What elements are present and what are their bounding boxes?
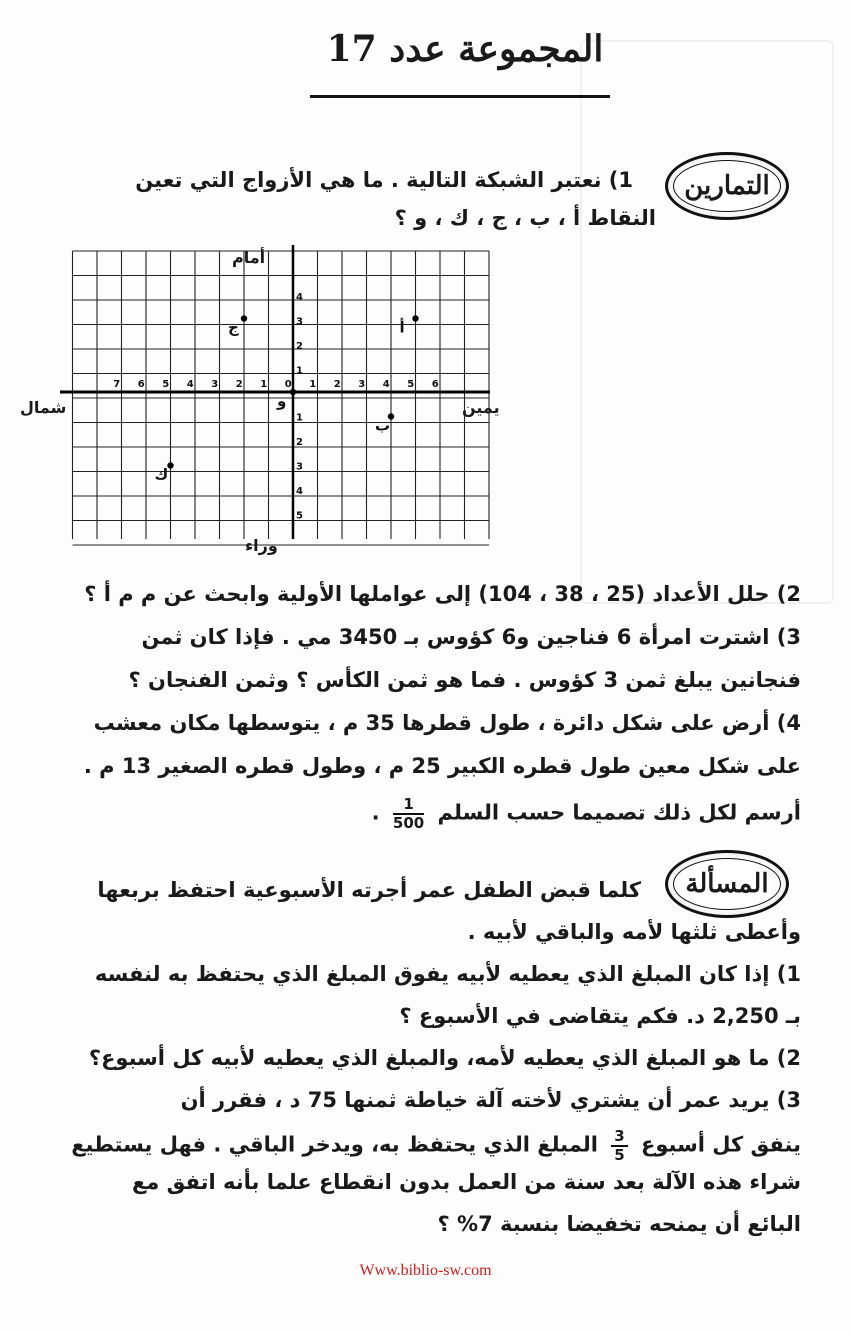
p3-line-1: 3) يريد عمر أن يشتري لأخته آلة خياطة ثمنها 75 د ، فقرر أن	[180, 1088, 801, 1112]
problem-intro-line-1: كلما قبض الطفل عمر أجرته الأسبوعية احتفظ بربعها	[97, 878, 641, 902]
problem-badge	[665, 850, 789, 918]
grid-point-ج	[241, 315, 247, 321]
grid-label-left: شمال	[20, 398, 67, 417]
x-tick-label: 2	[235, 379, 243, 390]
grid-point-label: و	[277, 392, 287, 410]
x-tick-label: 0	[284, 379, 292, 390]
grid-label-back: وراء	[245, 536, 278, 555]
x-tick-label: 5	[407, 379, 415, 390]
x-tick-label: 2	[333, 379, 341, 390]
p1-line-1: 1) إذا كان المبلغ الذي يعطيه لأبيه يفوق المبلغ الذي يحتفظ به لنفسه	[94, 962, 801, 986]
problem-intro-line-2: وأعطى ثلثها لأمه والباقي لأبيه .	[467, 920, 801, 944]
y-tick-label: 3	[296, 316, 303, 328]
p3-line-2a: ينفق كل أسبوع	[640, 1132, 801, 1157]
y-tick-label: 4	[296, 292, 303, 303]
exercises-badge	[665, 152, 789, 220]
q1-line-1: 1) نعتبر الشبكة التالية . ما هي الأزواج التي تعين	[135, 168, 633, 192]
y-tick-label: 5	[296, 510, 303, 522]
p3-frac-numerator: 3	[611, 1128, 627, 1147]
x-tick-label: 7	[113, 379, 121, 390]
q4-line-3-text: أرسم لكل ذلك تصميما حسب السلم	[437, 800, 801, 825]
y-tick-label: 4	[296, 486, 303, 497]
grid-point-label: أ	[399, 318, 405, 337]
p3-line-2b: المبلغ الذي يحتفظ به، ويدخر الباقي . فهل يستطيع	[71, 1132, 598, 1157]
grid-point-و	[290, 389, 296, 395]
footer-url[interactable]: Www.biblio-sw.com	[359, 1262, 492, 1279]
q4-line-2: على شكل معين طول قطره الكبير 25 م ، وطول قطره الصغير 13 م .	[83, 754, 801, 778]
p3-line-2	[71, 1128, 801, 1163]
title-underline	[310, 95, 610, 98]
grid-label-right: يمين	[462, 398, 500, 417]
y-tick-label: 2	[296, 437, 303, 448]
x-tick-label: 5	[162, 379, 170, 390]
x-tick-label: 4	[186, 379, 194, 390]
y-tick-label: 2	[296, 341, 303, 352]
exercises-badge-label: التمارين	[684, 171, 770, 201]
grid-point-label: ب	[375, 416, 391, 435]
scale-fraction	[393, 796, 424, 831]
x-tick-label: 4	[382, 379, 390, 390]
grid-point-ك	[167, 462, 173, 468]
scale-denominator: 500	[392, 813, 425, 832]
p3-frac-denominator: 5	[614, 1145, 625, 1164]
y-tick-label: 1	[296, 365, 303, 377]
x-tick-label: 3	[358, 379, 366, 390]
p3-fraction	[611, 1128, 627, 1163]
p2-line: 2) ما هو المبلغ الذي يعطيه لأمه، والمبلغ الذي يعطيه لأبيه كل أسبوع؟	[88, 1046, 801, 1070]
x-tick-label: 6	[137, 379, 145, 390]
scale-numerator: 1	[393, 796, 424, 815]
grid-svg	[60, 240, 490, 570]
q4-line-1: 4) أرض على شكل دائرة ، طول قطرها 35 م ، يتوسطها مكان معشب	[93, 711, 801, 735]
x-tick-label: 6	[431, 379, 439, 390]
p1-line-2: بـ 2,250 د. فكم يتقاضى في الأسبوع ؟	[399, 1004, 801, 1028]
q3-line-1: 3) اشترت امرأة 6 فناجين و6 كؤوس بـ 3450 مي . فإذا كان ثمن	[141, 625, 801, 649]
grid-point-label: ج	[228, 318, 239, 337]
q2-line: 2) حلل الأعداد (25 ، 38 ، 104) إلى عواملها الأولية وابحث عن م م أ ؟	[84, 582, 801, 606]
problem-badge-label: المسألة	[685, 869, 769, 899]
q4-line-3: أرسم لكل ذلك تصميما حسب السلم $\frac{1}{500}$ .	[371, 795, 801, 832]
grid-point-أ	[412, 315, 418, 321]
bleed-through-shadow	[580, 40, 834, 604]
coordinate-grid	[60, 240, 490, 570]
y-tick-label: 1	[296, 412, 303, 424]
page-title: المجموعة عدد 17	[326, 28, 604, 70]
grid-label-front: أمام	[232, 248, 266, 267]
p3-line-4: البائع أن يمنحه تخفيضا بنسبة 7% ؟	[437, 1212, 801, 1236]
x-tick-label: 1	[260, 379, 268, 390]
y-tick-label: 3	[296, 461, 303, 473]
x-tick-label: 1	[309, 379, 317, 390]
x-tick-label: 3	[211, 379, 219, 390]
grid-point-label: ك	[154, 465, 169, 484]
q3-line-2: فنجانين يبلغ ثمن 3 كؤوس . فما هو ثمن الكأس ؟ وثمن الفنجان ؟	[128, 668, 801, 692]
q1-line-2: النقاط أ ، ب ، ج ، ك ، و ؟	[394, 206, 656, 230]
p3-line-3: شراء هذه الآلة بعد سنة من العمل بدون انقطاع علما بأنه اتفق مع	[131, 1170, 801, 1194]
